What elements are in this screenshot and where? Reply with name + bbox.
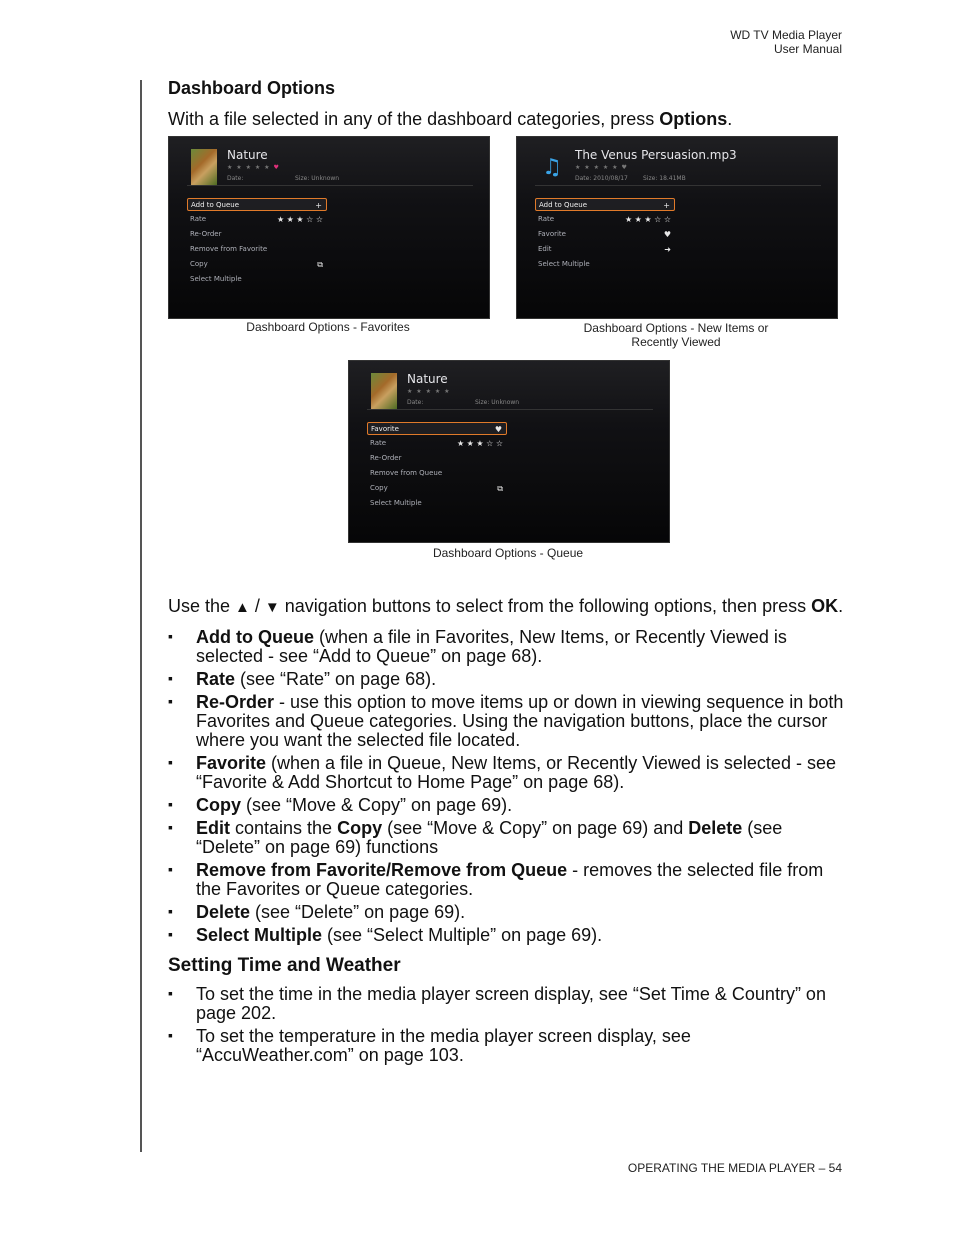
header-product: WD TV Media Player: [730, 28, 842, 42]
menu-label: Select Multiple: [538, 260, 590, 268]
up-arrow-icon: ▲: [235, 599, 250, 616]
navigation-paragraph: [168, 596, 844, 618]
menu-label: Copy: [190, 260, 208, 268]
arrow-right-icon: ➜: [664, 245, 671, 254]
down-arrow-icon: ▼: [264, 599, 280, 616]
rating-stars: ★ ★ ★ ★ ★: [227, 164, 271, 171]
option-desc: (see “Rate” on page 68).: [235, 669, 437, 689]
media-date: Date: 2010/08/17: [575, 175, 628, 182]
menu-label: Favorite: [538, 230, 566, 238]
menu-item-favorite[interactable]: [535, 228, 675, 241]
caption-line: Recently Viewed: [631, 335, 721, 349]
option-desc: (see “Delete” on page 69) functions: [196, 818, 783, 857]
music-note-icon: ♫: [542, 154, 562, 180]
option-desc: - removes the selected file from the Favorites or Queue categories.: [196, 860, 824, 899]
plus-icon: +: [315, 201, 322, 210]
menu-item-edit[interactable]: [535, 243, 675, 256]
star-rating-icon: ★ ★ ★ ☆ ☆: [624, 215, 671, 224]
section-title-dashboard-options: Dashboard Options: [168, 78, 336, 98]
list-item: [168, 903, 844, 922]
caption-queue: Dashboard Options - Queue: [432, 546, 584, 560]
media-title: Nature: [227, 148, 268, 162]
nature-thumbnail: [371, 373, 397, 409]
rating-stars: ★ ★ ★ ★ ★: [575, 164, 619, 171]
divider: [187, 185, 473, 186]
list-item: [168, 861, 844, 899]
media-title: Nature: [407, 372, 448, 386]
menu-label: Rate: [190, 215, 207, 223]
menu-item-re-order[interactable]: [187, 228, 327, 241]
menu-item-rate[interactable]: [535, 213, 675, 226]
option-term: Rate: [196, 669, 236, 689]
intro-period: .: [727, 109, 733, 129]
option-term: Favorite: [196, 753, 267, 773]
star-rating-icon: ★ ★ ★ ☆ ☆: [276, 215, 323, 224]
option-desc: (see “Delete” on page 69).: [250, 902, 466, 922]
media-rating: [227, 164, 280, 171]
nav-period: .: [838, 596, 844, 616]
menu-label: Select Multiple: [370, 499, 422, 507]
option-desc: - use this option to move items up or down in viewing sequence in both Favorites and Queue categories. Using the navigation buttons, place the cursor where you want the selected file located.: [196, 692, 844, 750]
screenshot-queue: [348, 360, 670, 543]
menu-item-re-order[interactable]: [367, 452, 507, 465]
screenshots-area: [168, 136, 844, 582]
list-item: [168, 754, 844, 792]
media-rating: [575, 164, 628, 171]
menu-item-rate[interactable]: [187, 213, 327, 226]
list-item: [168, 693, 844, 750]
nav-slash: /: [249, 596, 265, 616]
list-item: [168, 628, 844, 666]
screenshot-new-items: [516, 136, 838, 319]
option-term: Add to Queue: [196, 627, 314, 647]
menu-item-rate[interactable]: [367, 437, 507, 450]
caption-line: Dashboard Options - New Items or: [583, 321, 769, 335]
header-doc: User Manual: [773, 42, 842, 56]
menu-label: Add to Queue: [191, 201, 240, 209]
option-desc: (see “Move & Copy” on page 69) and: [382, 818, 689, 838]
heart-icon: ♥: [494, 425, 502, 434]
media-title: The Venus Persuasion.mp3: [575, 148, 737, 162]
menu-item-select-multiple[interactable]: [367, 497, 507, 510]
menu-item-select-multiple[interactable]: [187, 273, 327, 286]
list-item: [168, 796, 844, 815]
media-size: Size: Unknown: [295, 175, 340, 182]
menu-label: Rate: [538, 215, 555, 223]
menu-item-add-to-queue[interactable]: [187, 198, 327, 211]
menu-label: Rate: [370, 439, 387, 447]
options-list: [168, 628, 844, 945]
section-title-time-weather: Setting Time and Weather: [168, 955, 401, 976]
menu-item-copy[interactable]: [367, 482, 507, 495]
copy-icon: ⧉: [497, 484, 503, 493]
list-item: [168, 819, 844, 857]
menu-label: Copy: [370, 484, 388, 492]
option-term: Select Multiple: [196, 925, 323, 945]
menu-label: Favorite: [371, 425, 399, 433]
page-content: [168, 78, 844, 1069]
plus-icon: +: [663, 201, 670, 210]
screenshot-favorites: [168, 136, 490, 319]
nature-thumbnail: [191, 149, 217, 185]
list-item: [168, 926, 844, 945]
menu-item-favorite[interactable]: [367, 422, 507, 435]
menu-label: Edit: [538, 245, 552, 253]
nav-text: Use the: [168, 596, 236, 616]
divider: [535, 185, 821, 186]
menu-label: Select Multiple: [190, 275, 242, 283]
heart-icon: ♥: [273, 164, 280, 171]
heart-icon: ♥: [663, 230, 671, 239]
option-desc: contains the: [230, 818, 338, 838]
menu-label: Re-Order: [370, 454, 402, 462]
heart-icon: ♥: [621, 164, 628, 171]
menu-label: Add to Queue: [539, 201, 588, 209]
media-date: Date:: [407, 399, 424, 406]
star-rating-icon: ★ ★ ★ ☆ ☆: [456, 439, 503, 448]
menu-label: Remove from Favorite: [190, 245, 268, 253]
option-desc: (when a file in Favorites, New Items, or Recently Viewed is selected - see “Add to Queue” on page 68).: [196, 627, 787, 666]
menu-item-add-to-queue[interactable]: [535, 198, 675, 211]
option-term: Copy: [196, 795, 241, 815]
media-size: Size: 18.41MB: [643, 175, 686, 182]
menu-item-remove-from-favorite[interactable]: [187, 243, 327, 256]
menu-label: Re-Order: [190, 230, 222, 238]
nav-text: navigation buttons to select from the following options, then press: [279, 596, 812, 616]
intro-options-term: Options: [659, 109, 728, 129]
list-item: ▪ To set the time in the media player screen display, see “Set Time & Country” on page 202.: [168, 985, 844, 1023]
intro-text: With a file selected in any of the dashboard categories, press: [168, 109, 660, 129]
ok-term: OK: [811, 596, 839, 616]
menu-label: Remove from Queue: [370, 469, 443, 477]
option-term: Re-Order: [196, 692, 275, 712]
list-item: [168, 670, 844, 689]
option-term: Remove from Favorite/Remove from Queue: [196, 860, 568, 880]
media-date: Date:: [227, 175, 244, 182]
time-weather-list: [168, 985, 844, 1065]
intro-paragraph: [168, 109, 844, 130]
divider: [367, 409, 653, 410]
option-desc: (see “Select Multiple” on page 69).: [322, 925, 603, 945]
menu-item-select-multiple[interactable]: [535, 258, 675, 271]
menu-item-copy[interactable]: [187, 258, 327, 271]
list-item: ▪ To set the temperature in the media player screen display, see “AccuWeather.com” on page 103.: [168, 1027, 844, 1065]
running-header: [730, 28, 842, 56]
copy-icon: ⧉: [317, 260, 323, 269]
option-term: Copy: [337, 818, 383, 838]
option-term: Delete: [688, 818, 743, 838]
media-rating: ★ ★ ★ ★ ★: [407, 388, 451, 395]
option-desc: (see “Move & Copy” on page 69).: [241, 795, 513, 815]
media-size: Size: Unknown: [475, 399, 520, 406]
margin-rule: [140, 80, 142, 1152]
option-desc: (when a file in Queue, New Items, or Recently Viewed is selected - see “Favorite & Add Shortcut to Home Page” on page 68).: [196, 753, 836, 792]
caption-favorites: Dashboard Options - Favorites: [246, 320, 410, 334]
option-term: Delete: [196, 902, 251, 922]
caption-new-items: [516, 321, 836, 349]
option-term: Edit: [196, 818, 230, 838]
page-footer: OPERATING THE MEDIA PLAYER – 54: [627, 1161, 842, 1175]
menu-item-remove-from-queue[interactable]: [367, 467, 507, 480]
